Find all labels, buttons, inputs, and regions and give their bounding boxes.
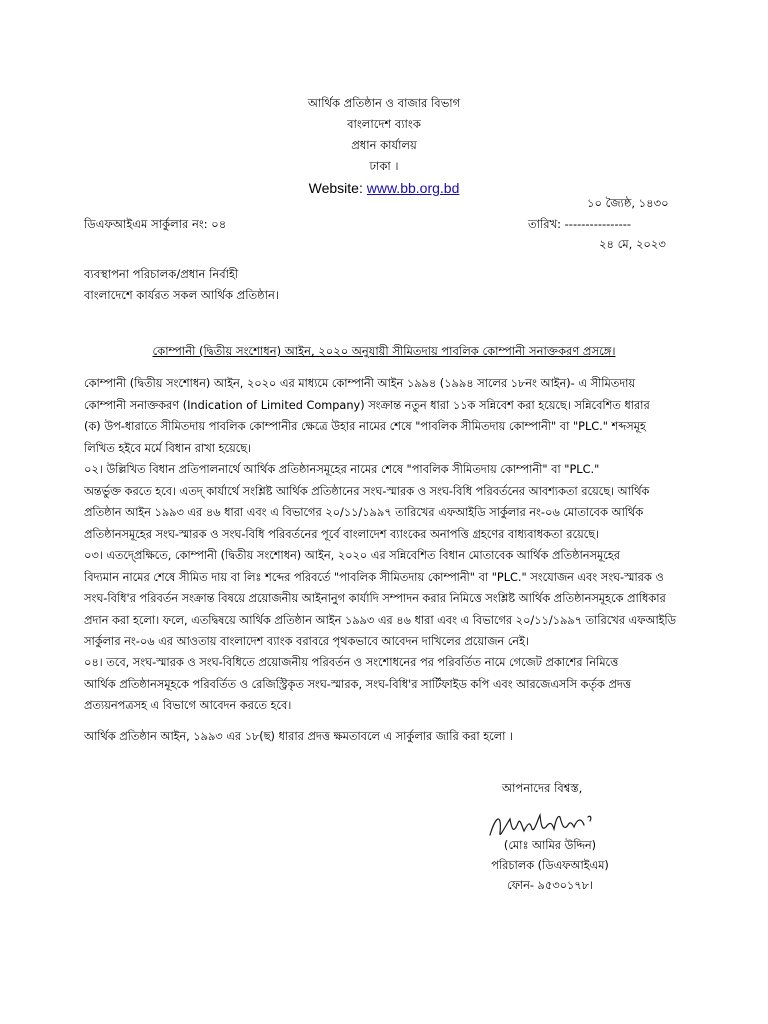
paragraph-line: (ক) উপ-ধারাতে সীমিতদায় পাবলিক কোম্পানীর ক্ষেত্রে উহার নামের শেষে "পাবলিক সীমিতদায় কোম্পানী" বা "PLC." শব্দসমূহ	[84, 420, 646, 433]
paragraph-line: প্রতিষ্ঠান আইন ১৯৯৩ এর ৪৬ ধারা এবং এ বিভাগের ২০/১১/১৯৯৭ তারিখের এফআইডি সার্কুলার নং-০৬ মোতাবেক আর্থিক	[84, 506, 644, 519]
bangla-date: ১০ জ্যৈষ্ঠ, ১৪৩০	[587, 196, 669, 210]
paragraph-line: প্রদান করা হলো। ফলে, এতদ্বিষয়ে আর্থিক প্রতিষ্ঠান আইন ১৯৯৩ এর ৪৬ ধারা এবং এ বিভাগের ২০/১১/১৯৯৭ তারিখের এফআইডি	[84, 613, 676, 627]
paragraph-line: ০৩। এতদ্প্রেক্ষিতে, কোম্পানী (দ্বিতীয় সংশোধন) আইন, ২০২০ এর সন্নিবেশিত বিধান মোতাবেক আর্থিক প্রতিষ্ঠানসমূহের	[84, 549, 620, 562]
paragraph-3	[84, 545, 682, 653]
department-name: আর্থিক প্রতিষ্ঠান ও বাজার বিভাগ	[307, 96, 461, 110]
paragraph-line: সংঘ-বিধি'র পরিবর্তন সংক্রান্ত বিষয়ে প্রয়োজনীয় আইনানুগ কার্যাদি সম্পাদন করার নিমিত্তে সংশ্লিষ্ট আর্থিক প্রতিষ্ঠানসমূহকে প্রাধিকার	[84, 592, 666, 605]
paragraph-line: আর্থিক প্রতিষ্ঠানসমূহকে পরিবর্তিত ও রেজিস্ট্রিকৃত সংঘ-স্মারক, সংঘ-বিধি'র সার্টিফাইড কপি এবং আরজেএসসি কর্তৃক প্রদত্ত	[84, 677, 631, 691]
bank-name: বাংলাদেশ ব্যাংক	[347, 117, 421, 131]
date-label: তারিখ: ----------------	[528, 217, 632, 231]
paragraph-2	[84, 459, 682, 545]
paragraph-line: প্রতিষ্ঠানসমূহের সংঘ-স্মারক ও সংঘ-বিধি পরিবর্তনের পূর্বে বাংলাদেশ ব্যাংকের অনাপত্তি গ্রহণের বাধ্যবাধকতা রয়েছে।	[84, 527, 600, 541]
circular-number: ডিএফআইএম সার্কুলার নং: ০৪	[84, 217, 227, 231]
paragraph-line: আর্থিক প্রতিষ্ঠান আইন, ১৯৯৩ এর ১৮(ছ) ধারার প্রদত্ত ক্ষমতাবলে এ সার্কুলার জারি করা হলো ।	[84, 730, 514, 743]
paragraph-line: প্রত্যয়নপত্রসহ এ বিভাগে আবেদন করতে হবে।	[84, 699, 292, 712]
signatory-block	[470, 836, 630, 896]
paragraph-line: ০২। উল্লিখিত বিধান প্রতিপালনার্থে আর্থিক প্রতিষ্ঠানসমূহের নামের শেষে "পাবলিক সীমিতদায় কোম্পানী" বা "PLC."	[84, 463, 600, 476]
website-label: Website:	[308, 180, 367, 196]
paragraph-line: লিখিত হইবে মর্মে বিধান রাখা হয়েছে।	[84, 441, 252, 455]
paragraph-line: সার্কুলার নং-০৬ এর আওতায় বাংলাদেশ ব্যাংক বরাবরে পৃথকভাবে আবেদন দাখিলের প্রয়োজন নেই।	[84, 635, 529, 648]
paragraph-line: ০৪। তবে, সংঘ-স্মারক ও সংঘ-বিধিতে প্রয়োজনীয় পরিবর্তন ও সংশোধনের পর পরিবর্তিত নামে গেজেট প্রকাশের নিমিত্তে	[84, 656, 619, 669]
signatory-phone: ফোন- ৯৫৩০১৭৮।	[507, 879, 593, 892]
website-link[interactable]: www.bb.org.bd	[366, 180, 460, 196]
subject-line	[0, 343, 768, 362]
signatory-name: (মোঃ আমির উদ্দিন)	[503, 839, 597, 852]
subject-text: কোম্পানী (দ্বিতীয় সংশোধন) আইন, ২০২০ অনুযায়ী সীমিতদায় পাবলিক কোম্পানী সনাক্তকরণ প্রসঙ্গে।	[152, 344, 616, 358]
paragraph-5	[84, 726, 682, 748]
closing-salutation: আপনাদের বিশ্বস্ত,	[502, 781, 583, 795]
paragraph-line: কোম্পানী সনাক্তকরণ (Indication of Limited Company) সংক্রান্ত নতুন ধারা ১১ক সন্নিবেশ করা হয়েছে। সন্নিবেশিত ধারার	[84, 398, 650, 412]
city-name: ঢাকা ।	[369, 159, 399, 173]
signatory-title: পরিচালক (ডিএফআইএম)	[491, 859, 609, 872]
english-date: ২৪ মে, ২০২৩	[599, 237, 666, 251]
paragraph-line: অন্তর্ভুক্ত করতে হবে। এতদ্ কার্যার্থে সংশ্লিষ্ট আর্থিক প্রতিষ্ঠানের সংঘ-স্মারক ও সংঘ-বিধি পরিবর্তনের আবশ্যকতা রয়েছে। আর্থিক	[84, 484, 650, 498]
addressee-institutions: বাংলাদেশে কার্যরত সকল আর্থিক প্রতিষ্ঠান।	[84, 288, 279, 302]
paragraph-1	[84, 373, 682, 459]
office-name: প্রধান কার্যালয়	[351, 138, 417, 152]
paragraph-line: কোম্পানী (দ্বিতীয় সংশোধন) আইন, ২০২০ এর মাধ্যমে কোম্পানী আইন ১৯৯৪ (১৯৯৪ সালের ১৮নং আইন)- এ সীমিতদায়	[84, 377, 636, 390]
paragraph-4	[84, 652, 682, 717]
addressee-title: ব্যবস্থাপনা পরিচালক/প্রধান নির্বাহী	[84, 267, 239, 281]
letterhead	[0, 93, 768, 199]
paragraph-line: বিদ্যমান নামের শেষে সীমিত দায় বা লিঃ শব্দের পরিবর্তে "পাবলিক সীমিতদায় কোম্পানী" বা "PLC." সংযোজন এবং সংঘ-স্মারক ও	[84, 570, 664, 584]
